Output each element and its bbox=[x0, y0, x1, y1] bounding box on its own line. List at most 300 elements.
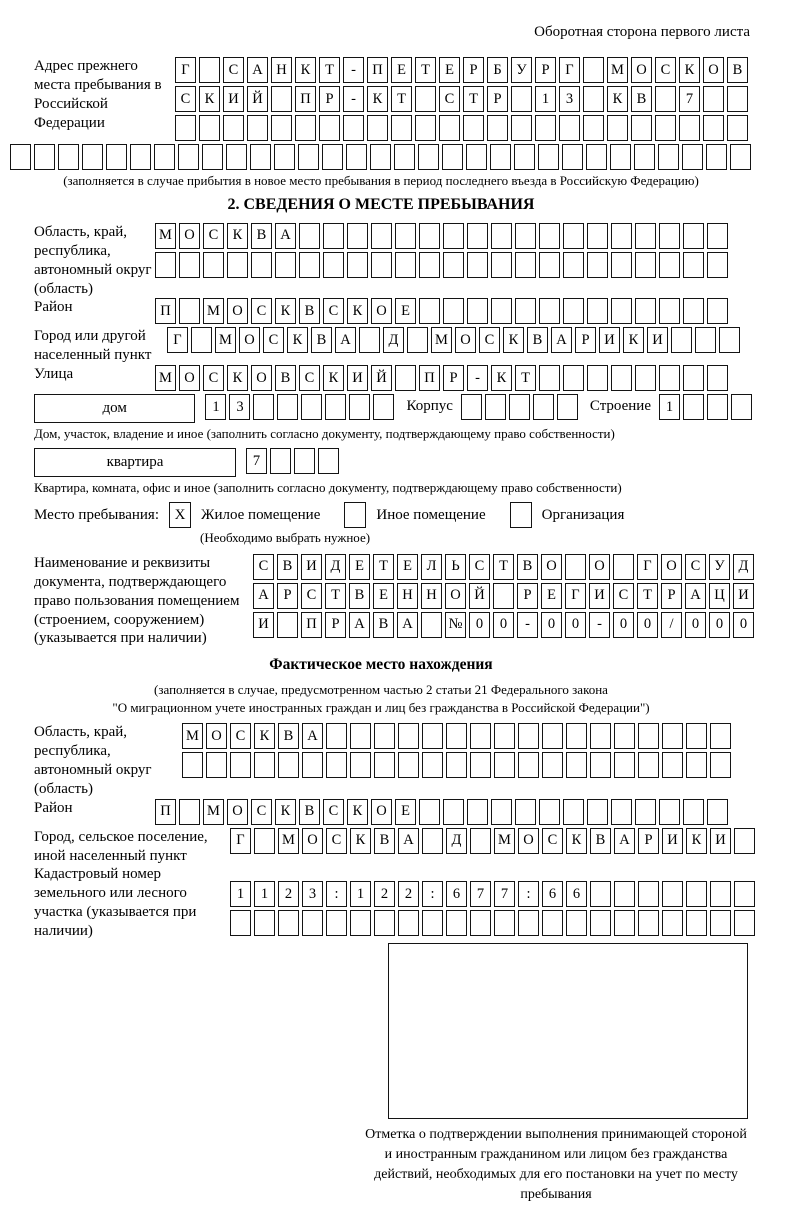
char-box[interactable] bbox=[418, 144, 439, 170]
char-box[interactable]: С bbox=[223, 57, 244, 83]
char-box[interactable]: О bbox=[455, 327, 476, 353]
char-box[interactable]: П bbox=[155, 799, 176, 825]
char-box[interactable] bbox=[398, 723, 419, 749]
char-box[interactable] bbox=[710, 881, 731, 907]
char-box[interactable]: 3 bbox=[229, 394, 250, 420]
char-box[interactable]: 1 bbox=[230, 881, 251, 907]
char-box[interactable]: И bbox=[733, 583, 754, 609]
char-box[interactable]: И bbox=[589, 583, 610, 609]
char-box[interactable]: К bbox=[503, 327, 524, 353]
char-box[interactable] bbox=[323, 252, 344, 278]
char-box[interactable] bbox=[509, 394, 530, 420]
char-box[interactable]: А bbox=[247, 57, 268, 83]
char-box[interactable] bbox=[686, 881, 707, 907]
char-box[interactable]: М bbox=[215, 327, 236, 353]
char-box[interactable] bbox=[470, 752, 491, 778]
char-box[interactable]: К bbox=[623, 327, 644, 353]
char-box[interactable] bbox=[199, 115, 220, 141]
char-box[interactable]: М bbox=[182, 723, 203, 749]
char-box[interactable]: Р bbox=[487, 86, 508, 112]
char-box[interactable]: Н bbox=[421, 583, 442, 609]
char-box[interactable]: 3 bbox=[302, 881, 323, 907]
char-box[interactable]: И bbox=[347, 365, 368, 391]
char-box[interactable] bbox=[491, 223, 512, 249]
char-box[interactable]: Р bbox=[535, 57, 556, 83]
char-box[interactable] bbox=[298, 144, 319, 170]
char-box[interactable]: 7 bbox=[470, 881, 491, 907]
char-box[interactable] bbox=[614, 752, 635, 778]
char-box[interactable] bbox=[635, 223, 656, 249]
char-box[interactable] bbox=[731, 394, 752, 420]
char-box[interactable] bbox=[367, 115, 388, 141]
char-box[interactable]: Д bbox=[733, 554, 754, 580]
char-box[interactable]: 0 bbox=[685, 612, 706, 638]
char-box[interactable] bbox=[202, 144, 223, 170]
char-box[interactable] bbox=[277, 394, 298, 420]
char-box[interactable] bbox=[343, 115, 364, 141]
char-box[interactable] bbox=[301, 394, 322, 420]
char-box[interactable]: 1 bbox=[205, 394, 226, 420]
char-box[interactable] bbox=[491, 799, 512, 825]
char-box[interactable]: М bbox=[494, 828, 515, 854]
char-box[interactable] bbox=[563, 223, 584, 249]
char-box[interactable] bbox=[322, 144, 343, 170]
char-box[interactable] bbox=[178, 144, 199, 170]
char-box[interactable] bbox=[703, 86, 724, 112]
char-box[interactable] bbox=[542, 910, 563, 936]
char-box[interactable]: В bbox=[631, 86, 652, 112]
char-box[interactable] bbox=[710, 752, 731, 778]
char-box[interactable] bbox=[638, 910, 659, 936]
char-box[interactable]: К bbox=[199, 86, 220, 112]
char-box[interactable] bbox=[277, 612, 298, 638]
char-box[interactable] bbox=[631, 115, 652, 141]
char-box[interactable]: Т bbox=[515, 365, 536, 391]
char-box[interactable]: В bbox=[299, 298, 320, 324]
char-box[interactable] bbox=[727, 86, 748, 112]
char-box[interactable]: Т bbox=[463, 86, 484, 112]
char-box[interactable] bbox=[539, 799, 560, 825]
char-box[interactable]: О bbox=[541, 554, 562, 580]
char-box[interactable]: 3 bbox=[559, 86, 580, 112]
char-box[interactable]: Т bbox=[391, 86, 412, 112]
char-box[interactable] bbox=[350, 752, 371, 778]
char-box[interactable] bbox=[655, 115, 676, 141]
char-box[interactable] bbox=[470, 828, 491, 854]
char-box[interactable]: А bbox=[614, 828, 635, 854]
char-box[interactable] bbox=[707, 223, 728, 249]
char-box[interactable]: 1 bbox=[254, 881, 275, 907]
char-box[interactable] bbox=[682, 144, 703, 170]
char-box[interactable] bbox=[318, 448, 339, 474]
char-box[interactable]: Й bbox=[247, 86, 268, 112]
char-box[interactable] bbox=[710, 910, 731, 936]
char-box[interactable]: О bbox=[251, 365, 272, 391]
char-box[interactable] bbox=[491, 298, 512, 324]
char-box[interactable] bbox=[350, 910, 371, 936]
char-box[interactable] bbox=[254, 828, 275, 854]
char-box[interactable]: В bbox=[311, 327, 332, 353]
char-box[interactable]: 6 bbox=[566, 881, 587, 907]
char-box[interactable]: Б bbox=[487, 57, 508, 83]
char-box[interactable] bbox=[419, 799, 440, 825]
char-box[interactable] bbox=[539, 298, 560, 324]
char-box[interactable] bbox=[706, 144, 727, 170]
char-box[interactable] bbox=[707, 365, 728, 391]
char-box[interactable]: О bbox=[302, 828, 323, 854]
char-box[interactable] bbox=[662, 910, 683, 936]
char-box[interactable]: Л bbox=[421, 554, 442, 580]
char-box[interactable] bbox=[515, 252, 536, 278]
char-box[interactable]: М bbox=[431, 327, 452, 353]
char-box[interactable]: / bbox=[661, 612, 682, 638]
checkbox-residential-premises[interactable]: X bbox=[169, 502, 191, 528]
char-box[interactable]: Р bbox=[463, 57, 484, 83]
char-box[interactable]: С bbox=[542, 828, 563, 854]
char-box[interactable]: К bbox=[295, 57, 316, 83]
char-box[interactable]: : bbox=[518, 881, 539, 907]
char-box[interactable]: Е bbox=[373, 583, 394, 609]
char-box[interactable]: Г bbox=[230, 828, 251, 854]
char-box[interactable] bbox=[467, 223, 488, 249]
char-box[interactable]: А bbox=[253, 583, 274, 609]
char-box[interactable] bbox=[539, 252, 560, 278]
char-box[interactable]: О bbox=[227, 799, 248, 825]
char-box[interactable] bbox=[467, 252, 488, 278]
char-box[interactable]: И bbox=[662, 828, 683, 854]
char-box[interactable] bbox=[518, 752, 539, 778]
char-box[interactable] bbox=[587, 298, 608, 324]
char-box[interactable] bbox=[485, 394, 506, 420]
char-box[interactable]: О bbox=[179, 365, 200, 391]
char-box[interactable] bbox=[274, 144, 295, 170]
char-box[interactable] bbox=[179, 298, 200, 324]
char-box[interactable]: С bbox=[301, 583, 322, 609]
char-box[interactable]: О bbox=[661, 554, 682, 580]
char-box[interactable] bbox=[659, 252, 680, 278]
char-box[interactable] bbox=[611, 223, 632, 249]
char-box[interactable] bbox=[707, 799, 728, 825]
char-box[interactable] bbox=[611, 252, 632, 278]
char-box[interactable]: С bbox=[203, 223, 224, 249]
char-box[interactable] bbox=[559, 115, 580, 141]
char-box[interactable]: 0 bbox=[565, 612, 586, 638]
char-box[interactable] bbox=[587, 365, 608, 391]
char-box[interactable]: Р bbox=[325, 612, 346, 638]
char-box[interactable] bbox=[539, 223, 560, 249]
char-box[interactable]: В bbox=[349, 583, 370, 609]
char-box[interactable] bbox=[659, 223, 680, 249]
char-box[interactable] bbox=[611, 365, 632, 391]
char-box[interactable]: К bbox=[679, 57, 700, 83]
char-box[interactable] bbox=[662, 752, 683, 778]
char-box[interactable]: В bbox=[727, 57, 748, 83]
char-box[interactable] bbox=[586, 144, 607, 170]
char-box[interactable] bbox=[613, 554, 634, 580]
char-box[interactable] bbox=[493, 583, 514, 609]
char-box[interactable] bbox=[515, 298, 536, 324]
char-box[interactable]: 0 bbox=[733, 612, 754, 638]
char-box[interactable] bbox=[349, 394, 370, 420]
char-box[interactable] bbox=[227, 252, 248, 278]
char-box[interactable] bbox=[515, 799, 536, 825]
char-box[interactable]: М bbox=[155, 223, 176, 249]
char-box[interactable] bbox=[271, 115, 292, 141]
char-box[interactable]: К bbox=[367, 86, 388, 112]
char-box[interactable]: Т bbox=[319, 57, 340, 83]
char-box[interactable]: Е bbox=[395, 799, 416, 825]
char-box[interactable]: Т bbox=[637, 583, 658, 609]
char-box[interactable] bbox=[302, 752, 323, 778]
char-box[interactable]: О bbox=[518, 828, 539, 854]
char-box[interactable]: К bbox=[566, 828, 587, 854]
char-box[interactable]: Т bbox=[373, 554, 394, 580]
char-box[interactable] bbox=[415, 86, 436, 112]
char-box[interactable] bbox=[719, 327, 740, 353]
char-box[interactable] bbox=[710, 723, 731, 749]
char-box[interactable] bbox=[518, 910, 539, 936]
char-box[interactable] bbox=[638, 723, 659, 749]
char-box[interactable] bbox=[278, 752, 299, 778]
char-box[interactable] bbox=[370, 144, 391, 170]
char-box[interactable]: - bbox=[517, 612, 538, 638]
char-box[interactable]: В bbox=[275, 365, 296, 391]
char-box[interactable] bbox=[590, 723, 611, 749]
char-box[interactable]: И bbox=[710, 828, 731, 854]
char-box[interactable] bbox=[270, 448, 291, 474]
char-box[interactable] bbox=[470, 910, 491, 936]
char-box[interactable] bbox=[533, 394, 554, 420]
char-box[interactable]: Н bbox=[271, 57, 292, 83]
char-box[interactable] bbox=[659, 799, 680, 825]
char-box[interactable] bbox=[82, 144, 103, 170]
char-box[interactable] bbox=[727, 115, 748, 141]
char-box[interactable]: С bbox=[175, 86, 196, 112]
char-box[interactable]: О bbox=[371, 298, 392, 324]
char-box[interactable] bbox=[254, 752, 275, 778]
char-box[interactable]: 7 bbox=[494, 881, 515, 907]
char-box[interactable] bbox=[583, 86, 604, 112]
char-box[interactable] bbox=[494, 910, 515, 936]
char-box[interactable] bbox=[299, 223, 320, 249]
char-box[interactable] bbox=[638, 752, 659, 778]
char-box[interactable]: И bbox=[253, 612, 274, 638]
char-box[interactable]: К bbox=[254, 723, 275, 749]
char-box[interactable]: Е bbox=[439, 57, 460, 83]
char-box[interactable]: С bbox=[439, 86, 460, 112]
char-box[interactable] bbox=[659, 298, 680, 324]
char-box[interactable]: Е bbox=[395, 298, 416, 324]
char-box[interactable] bbox=[371, 223, 392, 249]
char-box[interactable]: Г bbox=[175, 57, 196, 83]
char-box[interactable] bbox=[443, 799, 464, 825]
char-box[interactable] bbox=[251, 252, 272, 278]
char-box[interactable]: Г bbox=[565, 583, 586, 609]
char-box[interactable] bbox=[58, 144, 79, 170]
char-box[interactable] bbox=[106, 144, 127, 170]
char-box[interactable]: П bbox=[301, 612, 322, 638]
char-box[interactable]: 7 bbox=[246, 448, 267, 474]
char-box[interactable] bbox=[494, 723, 515, 749]
char-box[interactable]: Г bbox=[167, 327, 188, 353]
char-box[interactable]: О bbox=[239, 327, 260, 353]
char-box[interactable] bbox=[347, 223, 368, 249]
char-box[interactable] bbox=[359, 327, 380, 353]
char-box[interactable]: 1 bbox=[659, 394, 680, 420]
char-box[interactable]: М bbox=[155, 365, 176, 391]
char-box[interactable]: О bbox=[631, 57, 652, 83]
char-box[interactable]: Г bbox=[637, 554, 658, 580]
char-box[interactable]: 6 bbox=[542, 881, 563, 907]
char-box[interactable]: В bbox=[373, 612, 394, 638]
char-box[interactable]: А bbox=[302, 723, 323, 749]
char-box[interactable] bbox=[563, 298, 584, 324]
char-box[interactable] bbox=[203, 252, 224, 278]
char-box[interactable]: Й bbox=[371, 365, 392, 391]
char-box[interactable]: К bbox=[607, 86, 628, 112]
char-box[interactable]: В bbox=[527, 327, 548, 353]
char-box[interactable]: 6 bbox=[446, 881, 467, 907]
char-box[interactable] bbox=[350, 723, 371, 749]
char-box[interactable] bbox=[542, 752, 563, 778]
char-box[interactable] bbox=[325, 394, 346, 420]
char-box[interactable]: К bbox=[491, 365, 512, 391]
char-box[interactable] bbox=[250, 144, 271, 170]
char-box[interactable] bbox=[635, 252, 656, 278]
char-box[interactable]: Г bbox=[559, 57, 580, 83]
char-box[interactable]: С bbox=[479, 327, 500, 353]
char-box[interactable] bbox=[446, 723, 467, 749]
char-box[interactable] bbox=[470, 723, 491, 749]
char-box[interactable] bbox=[422, 752, 443, 778]
char-box[interactable] bbox=[419, 223, 440, 249]
char-box[interactable]: 1 bbox=[350, 881, 371, 907]
char-box[interactable] bbox=[179, 799, 200, 825]
char-box[interactable]: М bbox=[203, 298, 224, 324]
char-box[interactable] bbox=[199, 57, 220, 83]
char-box[interactable] bbox=[683, 365, 704, 391]
char-box[interactable]: 7 bbox=[679, 86, 700, 112]
char-box[interactable] bbox=[658, 144, 679, 170]
char-box[interactable] bbox=[635, 365, 656, 391]
char-box[interactable] bbox=[395, 365, 416, 391]
char-box[interactable] bbox=[419, 298, 440, 324]
char-box[interactable] bbox=[398, 910, 419, 936]
char-box[interactable] bbox=[407, 327, 428, 353]
char-box[interactable]: В bbox=[590, 828, 611, 854]
char-box[interactable]: К bbox=[347, 799, 368, 825]
char-box[interactable]: Т bbox=[493, 554, 514, 580]
char-box[interactable]: А bbox=[275, 223, 296, 249]
char-box[interactable] bbox=[557, 394, 578, 420]
char-box[interactable] bbox=[679, 115, 700, 141]
char-box[interactable]: : bbox=[326, 881, 347, 907]
char-box[interactable]: И bbox=[647, 327, 668, 353]
char-box[interactable] bbox=[614, 723, 635, 749]
char-box[interactable] bbox=[422, 828, 443, 854]
char-box[interactable]: С bbox=[655, 57, 676, 83]
char-box[interactable] bbox=[155, 252, 176, 278]
char-box[interactable] bbox=[587, 223, 608, 249]
char-box[interactable]: С bbox=[323, 799, 344, 825]
char-box[interactable]: Р bbox=[277, 583, 298, 609]
char-box[interactable] bbox=[730, 144, 751, 170]
char-box[interactable]: О bbox=[227, 298, 248, 324]
char-box[interactable] bbox=[446, 910, 467, 936]
char-box[interactable] bbox=[634, 144, 655, 170]
char-box[interactable]: П bbox=[155, 298, 176, 324]
char-box[interactable] bbox=[611, 298, 632, 324]
char-box[interactable]: А bbox=[551, 327, 572, 353]
char-box[interactable] bbox=[294, 448, 315, 474]
char-box[interactable] bbox=[734, 828, 755, 854]
char-box[interactable] bbox=[299, 252, 320, 278]
char-box[interactable] bbox=[175, 115, 196, 141]
char-box[interactable] bbox=[635, 799, 656, 825]
char-box[interactable]: А bbox=[398, 828, 419, 854]
char-box[interactable]: С bbox=[685, 554, 706, 580]
char-box[interactable]: О bbox=[445, 583, 466, 609]
char-box[interactable]: К bbox=[275, 298, 296, 324]
char-box[interactable]: 0 bbox=[493, 612, 514, 638]
char-box[interactable] bbox=[275, 252, 296, 278]
char-box[interactable] bbox=[683, 394, 704, 420]
char-box[interactable]: 2 bbox=[398, 881, 419, 907]
char-box[interactable] bbox=[511, 86, 532, 112]
char-box[interactable]: У bbox=[709, 554, 730, 580]
char-box[interactable]: К bbox=[323, 365, 344, 391]
char-box[interactable] bbox=[415, 115, 436, 141]
char-box[interactable] bbox=[614, 881, 635, 907]
char-box[interactable] bbox=[563, 365, 584, 391]
char-box[interactable] bbox=[487, 115, 508, 141]
char-box[interactable] bbox=[247, 115, 268, 141]
char-box[interactable]: Й bbox=[469, 583, 490, 609]
char-box[interactable] bbox=[253, 394, 274, 420]
char-box[interactable]: - bbox=[343, 86, 364, 112]
char-box[interactable] bbox=[590, 910, 611, 936]
char-box[interactable] bbox=[491, 252, 512, 278]
char-box[interactable]: С bbox=[469, 554, 490, 580]
char-box[interactable] bbox=[443, 298, 464, 324]
char-box[interactable] bbox=[467, 799, 488, 825]
char-box[interactable] bbox=[518, 723, 539, 749]
char-box[interactable] bbox=[514, 144, 535, 170]
char-box[interactable] bbox=[278, 910, 299, 936]
char-box[interactable] bbox=[461, 394, 482, 420]
char-box[interactable]: 0 bbox=[469, 612, 490, 638]
char-box[interactable] bbox=[442, 144, 463, 170]
char-box[interactable] bbox=[226, 144, 247, 170]
char-box[interactable] bbox=[446, 752, 467, 778]
char-box[interactable] bbox=[563, 252, 584, 278]
char-box[interactable]: С bbox=[263, 327, 284, 353]
char-box[interactable] bbox=[422, 910, 443, 936]
char-box[interactable] bbox=[703, 115, 724, 141]
char-box[interactable] bbox=[179, 252, 200, 278]
char-box[interactable]: В bbox=[374, 828, 395, 854]
char-box[interactable] bbox=[374, 723, 395, 749]
char-box[interactable]: - bbox=[467, 365, 488, 391]
char-box[interactable] bbox=[254, 910, 275, 936]
char-box[interactable] bbox=[583, 115, 604, 141]
char-box[interactable] bbox=[590, 881, 611, 907]
char-box[interactable]: - bbox=[589, 612, 610, 638]
char-box[interactable] bbox=[538, 144, 559, 170]
char-box[interactable]: С bbox=[251, 298, 272, 324]
char-box[interactable] bbox=[511, 115, 532, 141]
char-box[interactable]: Е bbox=[397, 554, 418, 580]
